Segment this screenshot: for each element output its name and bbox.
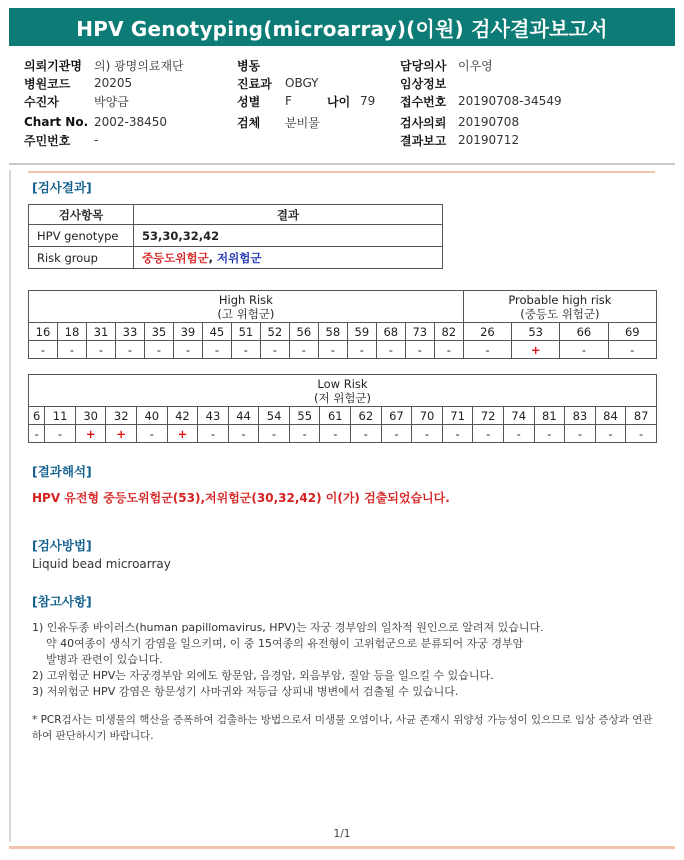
genotype-45: 45	[202, 323, 231, 341]
reference-item-2: 2) 고위험군 HPV는 자궁경부암 외에도 항문암, 음경암, 외음부암, 질암 등을 일으킬 수 있습니다.	[32, 669, 494, 682]
genotype-56: 56	[289, 323, 318, 341]
receipt-label: 접수번호	[400, 94, 447, 109]
result-16: -	[29, 341, 58, 359]
genotype-11: 11	[45, 407, 76, 425]
sex-label: 성별	[237, 94, 261, 109]
result-11: -	[45, 425, 76, 443]
report-value: 20190712	[458, 133, 520, 147]
page-number: 1/1	[333, 828, 351, 840]
genotype-35: 35	[144, 323, 173, 341]
result-73: -	[405, 341, 434, 359]
method-section-title: [검사방법]	[32, 538, 92, 553]
genotype-31: 31	[86, 323, 115, 341]
genotype-62: 62	[351, 407, 382, 425]
receipt-value: 20190708-34549	[458, 94, 562, 108]
request-value: 20190708	[458, 115, 520, 129]
genotype-61: 61	[320, 407, 351, 425]
age-value: 79	[360, 94, 376, 108]
header-divider	[9, 163, 675, 165]
genotype-6: 6	[29, 407, 45, 425]
genotype-label: HPV genotype	[29, 225, 134, 247]
high-risk-subtitle: (고 위험군)	[217, 306, 275, 321]
reference-section-title: [참고사항]	[32, 594, 92, 609]
genotype-52: 52	[260, 323, 289, 341]
probable-risk-subtitle: (중등도 위험군)	[520, 306, 600, 321]
specimen-label: 검체	[237, 115, 261, 130]
chart-value: 2002-38450	[94, 115, 168, 129]
genotype-73: 73	[405, 323, 434, 341]
genotype-32: 32	[106, 407, 137, 425]
section-divider	[28, 171, 655, 173]
result-section-title: [검사결과]	[32, 180, 92, 195]
genotype-value: 53,30,32,42	[134, 225, 443, 247]
genotype-59: 59	[347, 323, 376, 341]
high-risk-title: High Risk	[218, 292, 273, 307]
probable-risk-header	[463, 291, 656, 323]
reference-item-3: 3) 저위험군 HPV 감염은 항문성기 사마귀와 저등급 상피내 병변에서 검출될 수 있습니다.	[32, 685, 459, 698]
clinical-label: 임상정보	[400, 76, 447, 91]
footer-divider	[9, 846, 675, 849]
result-table	[28, 204, 443, 269]
result-71: -	[442, 425, 473, 443]
result-87: -	[626, 425, 657, 443]
high-risk-results-row	[29, 341, 657, 359]
result-30: +	[75, 425, 106, 443]
genotype-82: 82	[434, 323, 463, 341]
result-31: -	[86, 341, 115, 359]
genotype-55: 55	[289, 407, 320, 425]
result-59: -	[347, 341, 376, 359]
genotype-71: 71	[442, 407, 473, 425]
genotype-43: 43	[198, 407, 229, 425]
result-51: -	[231, 341, 260, 359]
genotype-70: 70	[412, 407, 443, 425]
genotype-74: 74	[503, 407, 534, 425]
result-82: -	[434, 341, 463, 359]
result-32: +	[106, 425, 137, 443]
left-border	[9, 170, 11, 842]
sex-value: F	[285, 94, 292, 108]
result-74: -	[503, 425, 534, 443]
hospital-code-value: 20205	[94, 76, 133, 90]
pcr-note: * PCR검사는 미생물의 핵산을 증폭하여 검출하는 방법으로서 미생물 오염이나, 사균 존재시 위양성 가능성이 있으므로 임상 증상과 연관하여 판단하시기 바랍니다.	[32, 714, 653, 742]
reference-line-1c: 발병과 관련이 있습니다.	[46, 653, 163, 666]
genotype-81: 81	[534, 407, 565, 425]
result-54: -	[259, 425, 290, 443]
ward-label: 병동	[237, 58, 261, 73]
result-44: -	[228, 425, 259, 443]
result-53: +	[512, 341, 560, 359]
genotype-84: 84	[595, 407, 626, 425]
col-item-header: 검사항목	[29, 205, 134, 225]
result-26: -	[463, 341, 511, 359]
result-18: -	[57, 341, 86, 359]
result-52: -	[260, 341, 289, 359]
result-6: -	[29, 425, 45, 443]
institution-value: 의) 광명의료재단	[94, 58, 184, 73]
high-risk-types-row	[29, 323, 657, 341]
result-61: -	[320, 425, 351, 443]
genotype-40: 40	[137, 407, 168, 425]
result-39: -	[173, 341, 202, 359]
report-title: HPV Genotyping(microarray)(이원) 검사결과보고서	[9, 8, 675, 46]
low-risk-results-row	[29, 425, 657, 443]
chart-label: Chart No.	[24, 115, 89, 129]
specimen-value: 분비물	[285, 115, 320, 130]
result-84: -	[595, 425, 626, 443]
high-risk-table	[28, 290, 657, 359]
genotype-87: 87	[626, 407, 657, 425]
low-risk-types-row	[29, 407, 657, 425]
resident-label: 주민번호	[24, 133, 71, 148]
genotype-16: 16	[29, 323, 58, 341]
result-69: -	[608, 341, 656, 359]
patient-value: 박양금	[94, 94, 129, 109]
result-35: -	[144, 341, 173, 359]
probable-risk-title: Probable high risk	[508, 292, 612, 307]
result-56: -	[289, 341, 318, 359]
result-83: -	[565, 425, 596, 443]
genotype-69: 69	[608, 323, 656, 341]
report-label: 결과보고	[400, 133, 447, 148]
low-risk-subtitle: (저 위험군)	[313, 390, 372, 405]
result-45: -	[202, 341, 231, 359]
genotype-68: 68	[376, 323, 405, 341]
genotype-83: 83	[565, 407, 596, 425]
genotype-51: 51	[231, 323, 260, 341]
genotype-67: 67	[381, 407, 412, 425]
result-58: -	[318, 341, 347, 359]
low-risk-title: Low Risk	[317, 376, 368, 391]
genotype-53: 53	[512, 323, 560, 341]
result-66: -	[560, 341, 608, 359]
genotype-18: 18	[57, 323, 86, 341]
result-67: -	[381, 425, 412, 443]
risk-sep: ,	[208, 250, 218, 265]
result-62: -	[351, 425, 382, 443]
dept-value: OBGY	[285, 76, 319, 90]
patient-label: 수진자	[24, 94, 59, 109]
result-81: -	[534, 425, 565, 443]
genotype-26: 26	[463, 323, 511, 341]
institution-label: 의뢰기관명	[24, 58, 82, 73]
high-risk-header	[29, 291, 464, 323]
request-label: 검사의뢰	[400, 115, 447, 130]
genotype-30: 30	[75, 407, 106, 425]
genotype-58: 58	[318, 323, 347, 341]
result-72: -	[473, 425, 504, 443]
low-risk-header	[29, 375, 657, 407]
method-text: Liquid bead microarray	[32, 557, 171, 571]
genotype-72: 72	[473, 407, 504, 425]
risk-group-value	[134, 247, 443, 269]
result-70: -	[412, 425, 443, 443]
doctor-label: 담당의사	[400, 58, 447, 73]
result-68: -	[376, 341, 405, 359]
resident-value: -	[94, 133, 99, 147]
low-risk-table	[28, 374, 657, 443]
genotype-39: 39	[173, 323, 202, 341]
genotype-44: 44	[228, 407, 259, 425]
genotype-66: 66	[560, 323, 608, 341]
col-result-header: 결과	[134, 205, 443, 225]
age-label: 나이	[327, 94, 351, 109]
risk-moderate: 중등도위험군	[142, 250, 209, 265]
hospital-code-label: 병원코드	[24, 76, 71, 91]
dept-label: 진료과	[237, 76, 272, 91]
genotype-33: 33	[115, 323, 144, 341]
risk-group-label: Risk group	[29, 247, 134, 269]
doctor-value: 이우영	[458, 58, 493, 73]
reference-item-1	[32, 620, 544, 668]
interpretation-section-title: [결과해석]	[32, 464, 92, 479]
result-42: +	[167, 425, 198, 443]
result-40: -	[137, 425, 168, 443]
genotype-54: 54	[259, 407, 290, 425]
result-33: -	[115, 341, 144, 359]
genotype-42: 42	[167, 407, 198, 425]
result-55: -	[289, 425, 320, 443]
reference-line-1b: 약 40여종이 생식기 감염을 일으키며, 이 중 15여종의 유전형이 고위험군으로 분류되어 자궁 경부암	[46, 637, 524, 650]
reference-line-1a: 1) 인유두종 바이러스(human papillomavirus, HPV)는 자궁 경부암의 일차적 원인으로 알려져 있습니다.	[32, 621, 544, 634]
interpretation-text: HPV 유전형 중등도위험군(53),저위험군(30,32,42) 이(가) 검출되었습니다.	[32, 491, 450, 505]
risk-low: 저위험군	[217, 250, 262, 265]
result-43: -	[198, 425, 229, 443]
